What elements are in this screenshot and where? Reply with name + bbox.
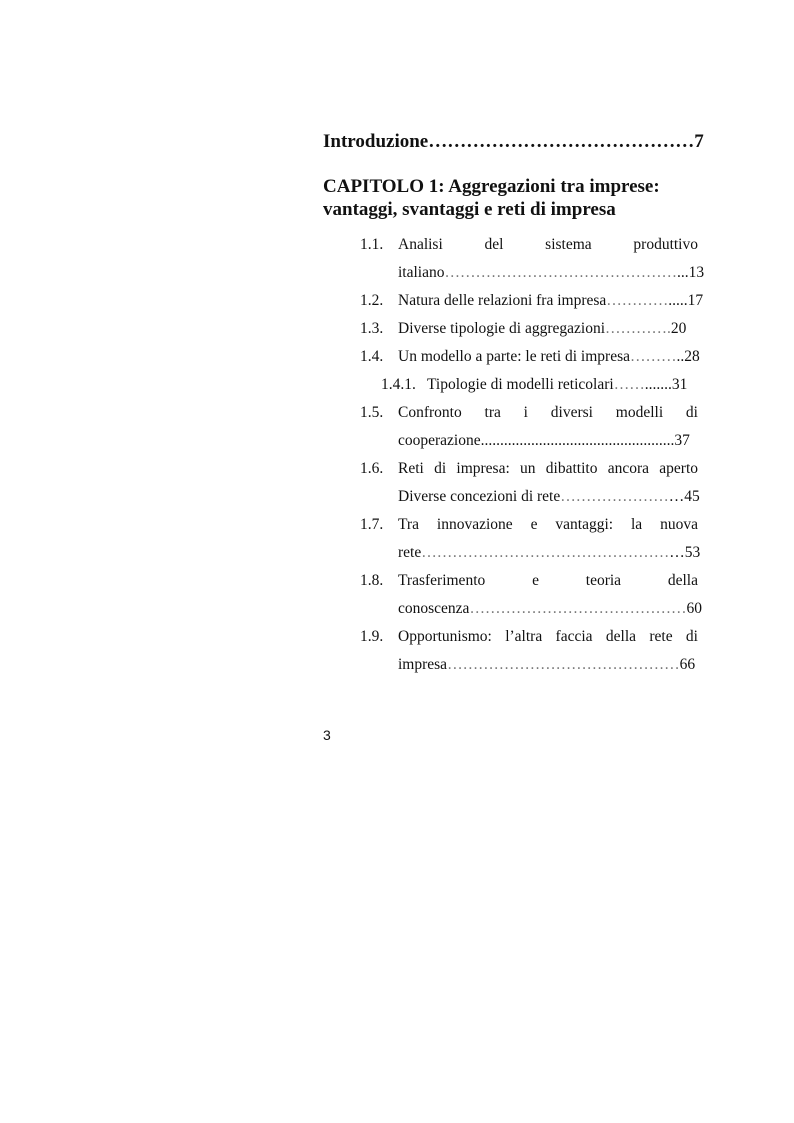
entry-title	[398, 348, 698, 366]
entry-continuation	[398, 656, 698, 674]
entry-title	[427, 376, 687, 394]
leader-dots: ………….	[605, 320, 671, 337]
entry-continuation	[398, 544, 701, 562]
entry-number: 1.2.	[360, 292, 384, 309]
entry-title: Confronto tra i diversi modelli di	[398, 404, 698, 421]
leader-dots: …………	[606, 292, 669, 309]
entry-number: 1.1.	[360, 236, 384, 253]
entry-title: Tra innovazione e vantaggi: la nuova	[398, 516, 698, 533]
entry-page: ...13	[677, 264, 705, 281]
entry-text: rete	[398, 544, 422, 561]
leader-dots: ...............................................	[480, 432, 663, 449]
entry-continuation	[398, 432, 698, 450]
entry-title: Reti di impresa: un dibattito ancora aperto	[398, 460, 698, 477]
entry-page: .....17	[668, 292, 704, 309]
entry-page: …45	[668, 488, 700, 505]
entry-page: 66	[679, 656, 696, 673]
page-number: 3	[323, 727, 331, 743]
entry-title	[398, 292, 704, 310]
entry-title	[398, 320, 698, 338]
entry-text: impresa	[398, 656, 448, 673]
entry-page: ..28	[676, 348, 700, 365]
entry-page: 60	[686, 600, 702, 617]
entry-continuation	[398, 488, 698, 506]
chapter-title-line-1: CAPITOLO 1: Aggregazioni tra imprese:	[323, 176, 660, 197]
entry-number: 1.9.	[360, 628, 384, 645]
leader-dots: ……………………………………	[469, 600, 687, 617]
entry-text: Tipologie di modelli reticolari	[427, 376, 614, 393]
leader-dots: ……	[613, 376, 645, 393]
entry-page: …53	[669, 544, 701, 561]
entry-number: 1.4.	[360, 348, 384, 365]
entry-continuation	[398, 600, 702, 618]
leader-dots: ………………………………………	[447, 656, 680, 673]
toc-introduction: Introduzione……………………………………7	[323, 131, 704, 152]
entry-page: .......31	[644, 376, 688, 393]
entry-text: cooperazione	[398, 432, 481, 449]
leader-dots: ………………………………………	[444, 264, 677, 281]
leader-dots: …………………	[560, 488, 669, 505]
entry-number: 1.5.	[360, 404, 384, 421]
entry-number: 1.4.1.	[381, 376, 416, 393]
entry-title: Trasferimento e teoria della	[398, 572, 698, 589]
chapter-title-line-2: vantaggi, svantaggi e reti di impresa	[323, 199, 616, 220]
entry-text: italiano	[398, 264, 445, 281]
entry-continuation	[398, 264, 705, 282]
leader-dots: …………………………………………	[421, 544, 670, 561]
entry-text: Natura delle relazioni fra impresa	[398, 292, 607, 309]
entry-text: Diverse tipologie di aggregazioni	[398, 320, 606, 337]
entry-text: Diverse concezioni di rete	[398, 488, 561, 505]
entry-page: ...37	[662, 432, 690, 449]
entry-number: 1.3.	[360, 320, 384, 337]
entry-text: conoscenza	[398, 600, 470, 617]
entry-number: 1.8.	[360, 572, 384, 589]
entry-number: 1.6.	[360, 460, 384, 477]
entry-title: Opportunismo: l’altra faccia della rete di	[398, 628, 698, 645]
entry-number: 1.7.	[360, 516, 384, 533]
entry-title: Analisi del sistema produttivo	[398, 236, 698, 253]
entry-page: 20	[670, 320, 687, 337]
leader-dots: ………	[630, 348, 677, 365]
entry-text: Un modello a parte: le reti di impresa	[398, 348, 630, 365]
